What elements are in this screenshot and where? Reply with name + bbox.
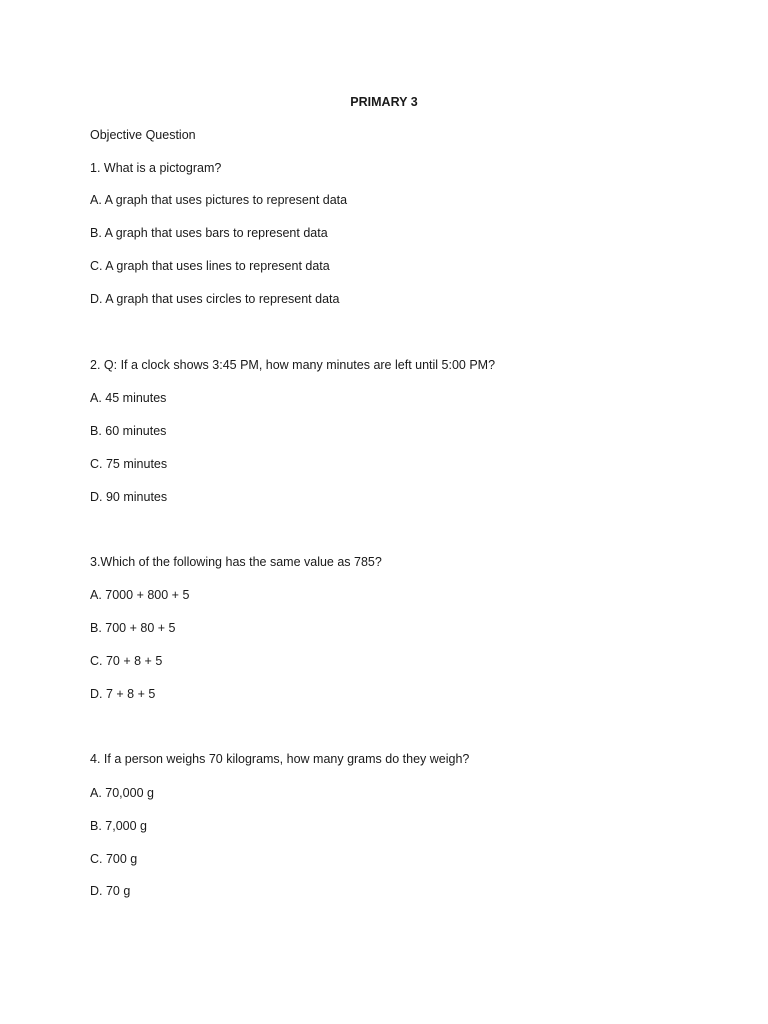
question-2-prompt: 2. Q: If a clock shows 3:45 PM, how many minutes are left until 5:00 PM? bbox=[90, 358, 496, 372]
question-4-option-d: D. 70 g bbox=[90, 884, 131, 898]
question-2-option-b: B. 60 minutes bbox=[90, 424, 167, 438]
question-3-option-a: A. 7000 + 800 + 5 bbox=[90, 588, 190, 602]
question-3-prompt: 3.Which of the following has the same value as 785? bbox=[90, 555, 382, 569]
question-2-option-a: A. 45 minutes bbox=[90, 391, 167, 405]
question-1-prompt: 1. What is a pictogram? bbox=[90, 161, 222, 175]
section-heading: Objective Question bbox=[90, 128, 196, 142]
question-1-option-d: D. A graph that uses circles to represent data bbox=[90, 292, 340, 306]
question-1-option-a: A. A graph that uses pictures to represent data bbox=[90, 193, 348, 207]
question-4-prompt: 4. If a person weighs 70 kilograms, how many grams do they weigh? bbox=[90, 752, 470, 766]
question-3-option-d: D. 7 + 8 + 5 bbox=[90, 687, 156, 701]
question-3-option-c: C. 70 + 8 + 5 bbox=[90, 654, 163, 668]
question-4-option-a: A. 70,000 g bbox=[90, 786, 154, 800]
question-3-option-b: B. 700 + 80 + 5 bbox=[90, 621, 176, 635]
question-2-option-d: D. 90 minutes bbox=[90, 490, 168, 504]
question-1-option-b: B. A graph that uses bars to represent data bbox=[90, 226, 328, 240]
question-1-option-c: C. A graph that uses lines to represent data bbox=[90, 259, 330, 273]
document-title: PRIMARY 3 bbox=[350, 95, 418, 109]
question-4-option-b: B. 7,000 g bbox=[90, 819, 147, 833]
question-4-option-c: C. 700 g bbox=[90, 852, 138, 866]
question-2-option-c: C. 75 minutes bbox=[90, 457, 168, 471]
